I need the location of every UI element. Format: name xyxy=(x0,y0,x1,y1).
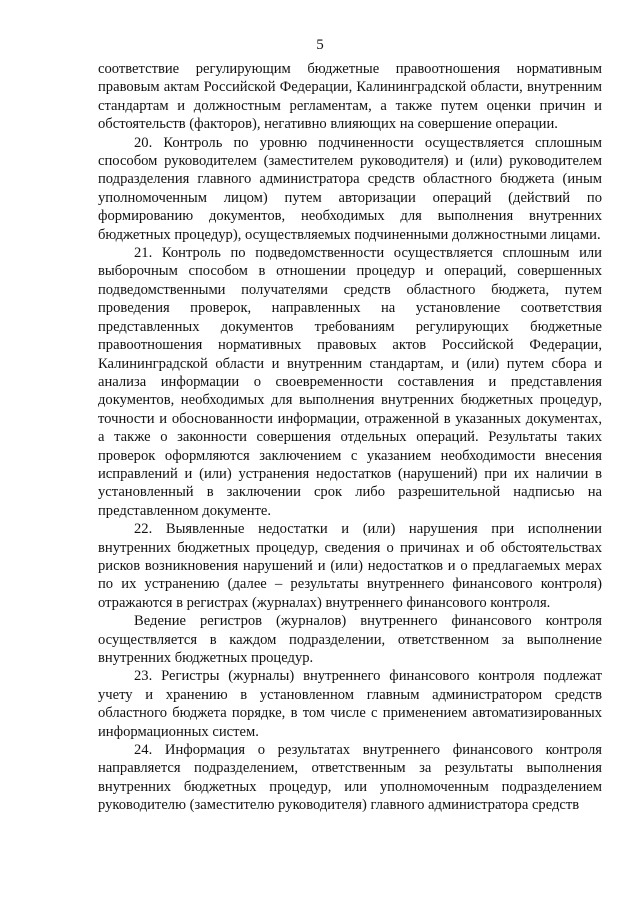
paragraph-item-22: 22. Выявленные недостатки и (или) нарушения при исполнении внутренних бюджетных процедур, сведения о причинах и об обстоятельствах рисков возникновения нарушений и (или) недостатков и о предлагаемых мерах по их устранению (далее – результаты внутреннего финансового контроля) отражаются в регистрах (журналах) внутреннего финансового контроля. xyxy=(98,521,602,611)
paragraph-item-20: 20. Контроль по уровню подчиненности осуществляется сплошным способом руководителем (заместителем руководителя) и (или) руководителем подразделения главного администратора средств областного бюджета (иным уполномоченным лицом) путем авторизации операций (действий по формированию документов, необходимых для выполнения внутренних бюджетных процедур), осуществляемых подчиненными должностными лицами. xyxy=(98,134,602,243)
paragraph-item-21: 21. Контроль по подведомственности осуществляется сплошным или выборочным способом в отношении процедур и операций, совершенных подведомственными получателями средств областного бюджета, путем проведения проверок, направленных на установление соответствия представленных документов требованиям регулирующих бюджетные правоотношения нормативных правовых актов Российской Федерации, Калининградской области и внутренним стандартам, и (или) путем сбора и анализа информации о своевременности составления и представления документов, необходимых для выполнения внутренних бюджетных процедур, точности и обоснованности информации, отраженной в указанных документах, а также о законности совершения отдельных операций. Результаты таких проверок оформляются заключением с указанием необходимости внесения исправлений и (или) устранения недостатков (нарушений) при их наличии в установленный в заключении срок либо разрешительной надписью на представленном документе. xyxy=(98,245,602,519)
paragraph-continuation: соответствие регулирующим бюджетные правоотношения нормативным правовым актам Российской Федерации, Калининградской области, внутренним стандартам и должностным регламентам, а также путем оценки причин и обстоятельств (факторов), негативно влияющих на совершение операции. xyxy=(98,61,602,133)
paragraph-registers: Ведение регистров (журналов) внутреннего финансового контроля осуществляется в каждом подразделении, ответственном за выполнение внутренних бюджетных процедур. xyxy=(98,613,602,666)
page-number: 5 xyxy=(316,37,324,53)
paragraph-item-24: 24. Информация о результатах внутреннего финансового контроля направляется подразделением, ответственным за результаты выполнения внутренних бюджетных процедур, или уполномоченным подразделением руководителю (заместителю руководителя) главного администратора средств xyxy=(98,742,602,814)
document-body xyxy=(98,60,602,815)
paragraph-item-23: 23. Регистры (журналы) внутреннего финансового контроля подлежат учету и хранению в установленном главным администратором средств областного бюджета порядке, в том числе с применением автоматизированных информационных систем. xyxy=(98,668,602,740)
